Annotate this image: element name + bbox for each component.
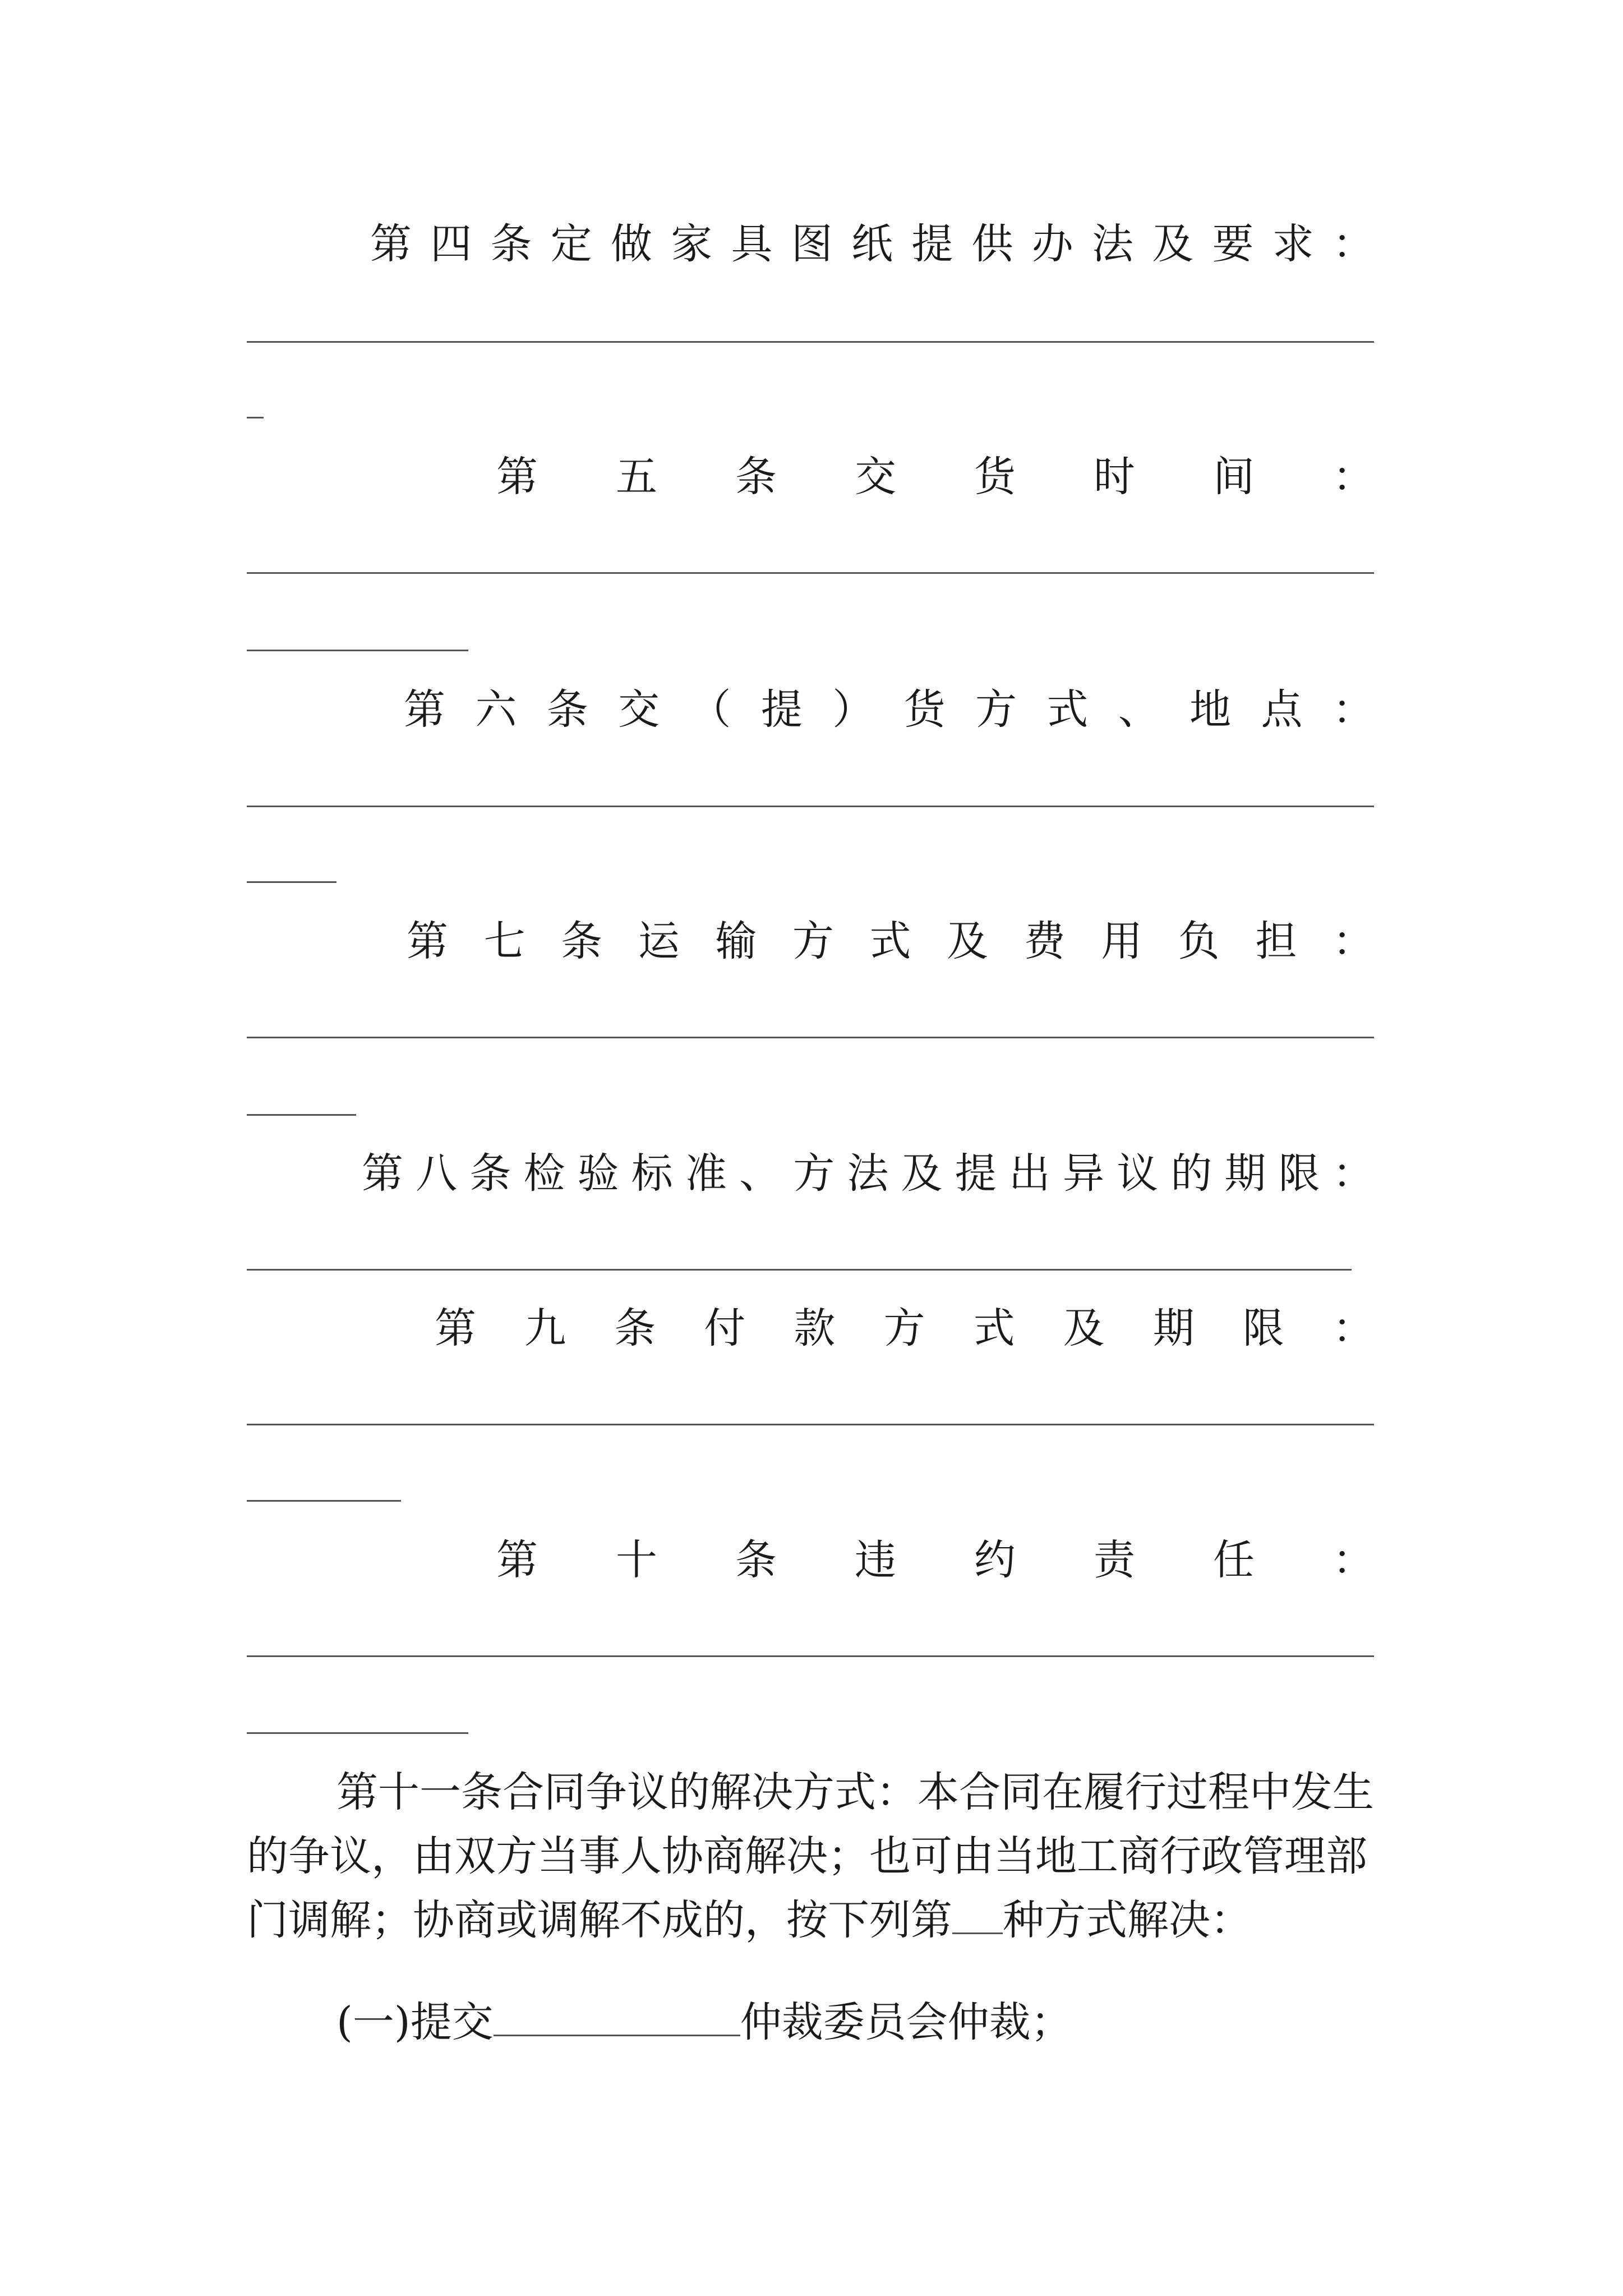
heading-char: 八 (416, 1149, 458, 1198)
article-7-heading (407, 910, 1374, 972)
heading-char: 运 (638, 917, 680, 965)
option-1-suffix: 仲裁委员会仲裁； (740, 1998, 1072, 2046)
heading-char: 担 (1255, 917, 1297, 965)
heading-char: 间 (1213, 453, 1255, 501)
heading-char: ： (1332, 1149, 1374, 1198)
heading-char: 第 (407, 917, 448, 965)
article-11-text: 第十一条合同争议的解决方式：本合同在履行过程中发生的争议，由双方当事人协商解决；也可由当地工商行政管理部门调解；协商或调解不成的，按下列第 (247, 1768, 1374, 1944)
article-11-text-end: 种方式解决： (1003, 1896, 1252, 1944)
article-7-fill-line[interactable] (247, 1037, 1374, 1038)
heading-char: 负 (1178, 917, 1220, 965)
heading-char: 式 (869, 917, 911, 965)
heading-char: 任 (1213, 1536, 1255, 1584)
heading-char: 纸 (851, 220, 893, 268)
heading-char: 式 (1046, 685, 1089, 734)
heading-char: 七 (483, 917, 525, 965)
heading-char: ： (1332, 685, 1374, 734)
heading-char: 款 (794, 1304, 836, 1352)
heading-char: 图 (791, 220, 833, 268)
heading-char: 地 (1189, 685, 1232, 734)
article-4-fill-line[interactable] (247, 341, 1374, 343)
heading-char: 及 (1063, 1304, 1105, 1352)
heading-char: 条 (614, 1304, 656, 1352)
heading-char: 付 (704, 1304, 746, 1352)
heading-char: ： (1332, 220, 1374, 268)
heading-char: 的 (1170, 1149, 1212, 1198)
heading-char: 六 (475, 685, 517, 734)
heading-char: 供 (971, 220, 1013, 268)
heading-char: 四 (430, 220, 472, 268)
heading-char: 交 (618, 685, 660, 734)
article-5-fill-line-2[interactable] (247, 650, 468, 651)
heading-char: 第 (370, 220, 412, 268)
heading-char: 异 (1063, 1149, 1105, 1198)
heading-char: 检 (523, 1149, 565, 1198)
heading-char: 限 (1242, 1304, 1284, 1352)
heading-char: 第 (435, 1304, 476, 1352)
heading-char: 期 (1152, 1304, 1195, 1352)
heading-char: 求 (1272, 220, 1314, 268)
heading-char: 家 (671, 220, 713, 268)
heading-char: 交 (855, 453, 896, 501)
article-5-heading (496, 446, 1374, 508)
heading-char: 第 (496, 1536, 538, 1584)
heading-char: 方 (975, 685, 1017, 734)
heading-char: 货 (974, 453, 1016, 501)
arbitration-committee-blank[interactable] (494, 2001, 740, 2036)
heading-char: 法 (847, 1149, 889, 1198)
arbitration-option-1 (336, 1991, 1072, 2053)
heading-char: 、 (739, 1149, 781, 1198)
heading-char: 条 (546, 685, 588, 734)
heading-char: （ (689, 685, 731, 734)
option-number-blank[interactable] (952, 1899, 1003, 1934)
heading-char: 用 (1101, 917, 1143, 965)
heading-char: 点 (1261, 685, 1303, 734)
heading-char: 输 (715, 917, 757, 965)
heading-char: 限 (1278, 1149, 1320, 1198)
heading-char: 提 (955, 1149, 997, 1198)
heading-char: 提 (760, 685, 803, 734)
heading-char: 货 (903, 685, 946, 734)
heading-char: 条 (735, 453, 777, 501)
article-4-heading (370, 213, 1374, 275)
article-9-fill-line[interactable] (247, 1424, 1374, 1425)
heading-char: 第 (496, 453, 538, 501)
heading-char: 提 (911, 220, 953, 268)
article-5-fill-line[interactable] (247, 572, 1374, 574)
heading-char: 期 (1224, 1149, 1266, 1198)
heading-char: ： (1332, 1536, 1374, 1584)
heading-char: ） (832, 685, 874, 734)
heading-char: 准 (685, 1149, 727, 1198)
article-6-fill-line-2[interactable] (247, 881, 336, 883)
heading-char: 条 (469, 1149, 511, 1198)
heading-char: 费 (1023, 917, 1066, 965)
heading-char: 方 (793, 1149, 835, 1198)
article-10-fill-line[interactable] (247, 1655, 1374, 1657)
heading-char: 九 (524, 1304, 566, 1352)
heading-char: 定 (550, 220, 592, 268)
heading-char: 方 (792, 917, 834, 965)
heading-char: 时 (1094, 453, 1135, 501)
heading-char: 要 (1212, 220, 1254, 268)
article-7-fill-line-2[interactable] (247, 1114, 356, 1116)
heading-char: 及 (1152, 220, 1194, 268)
heading-char: 法 (1092, 220, 1133, 268)
article-10-heading (496, 1529, 1374, 1591)
article-8-fill-line[interactable] (247, 1269, 1352, 1271)
heading-char: 出 (1008, 1149, 1050, 1198)
heading-char: 做 (611, 220, 652, 268)
heading-char: ： (1332, 453, 1374, 501)
heading-char: 违 (855, 1536, 896, 1584)
heading-char: 方 (883, 1304, 925, 1352)
heading-char: 及 (947, 917, 989, 965)
option-1-prefix: (一)提交 (336, 1998, 494, 2046)
article-10-fill-line-2[interactable] (247, 1732, 468, 1734)
heading-char: 约 (974, 1536, 1016, 1584)
heading-char: 标 (631, 1149, 673, 1198)
heading-char: 具 (731, 220, 773, 268)
heading-char: 十 (616, 1536, 657, 1584)
heading-char: 式 (973, 1304, 1015, 1352)
article-6-heading (404, 679, 1374, 740)
article-11-paragraph (247, 1760, 1385, 1952)
heading-char: 办 (1031, 220, 1073, 268)
heading-char: 验 (577, 1149, 619, 1198)
heading-char: 第 (404, 685, 445, 734)
heading-char: 条 (735, 1536, 777, 1584)
heading-char: 、 (1118, 685, 1160, 734)
heading-char: 责 (1094, 1536, 1135, 1584)
heading-char: 条 (561, 917, 603, 965)
heading-char: 及 (901, 1149, 943, 1198)
article-4-fill-line-2[interactable] (247, 417, 264, 418)
heading-char: 议 (1117, 1149, 1159, 1198)
heading-char: 五 (616, 453, 657, 501)
article-6-fill-line[interactable] (247, 806, 1374, 807)
article-8-heading (362, 1143, 1374, 1204)
article-9-heading (435, 1297, 1374, 1359)
heading-char: 第 (362, 1149, 403, 1198)
heading-char: ： (1332, 1304, 1374, 1352)
article-9-fill-line-2[interactable] (247, 1500, 401, 1502)
heading-char: ： (1332, 917, 1374, 965)
heading-char: 条 (490, 220, 532, 268)
